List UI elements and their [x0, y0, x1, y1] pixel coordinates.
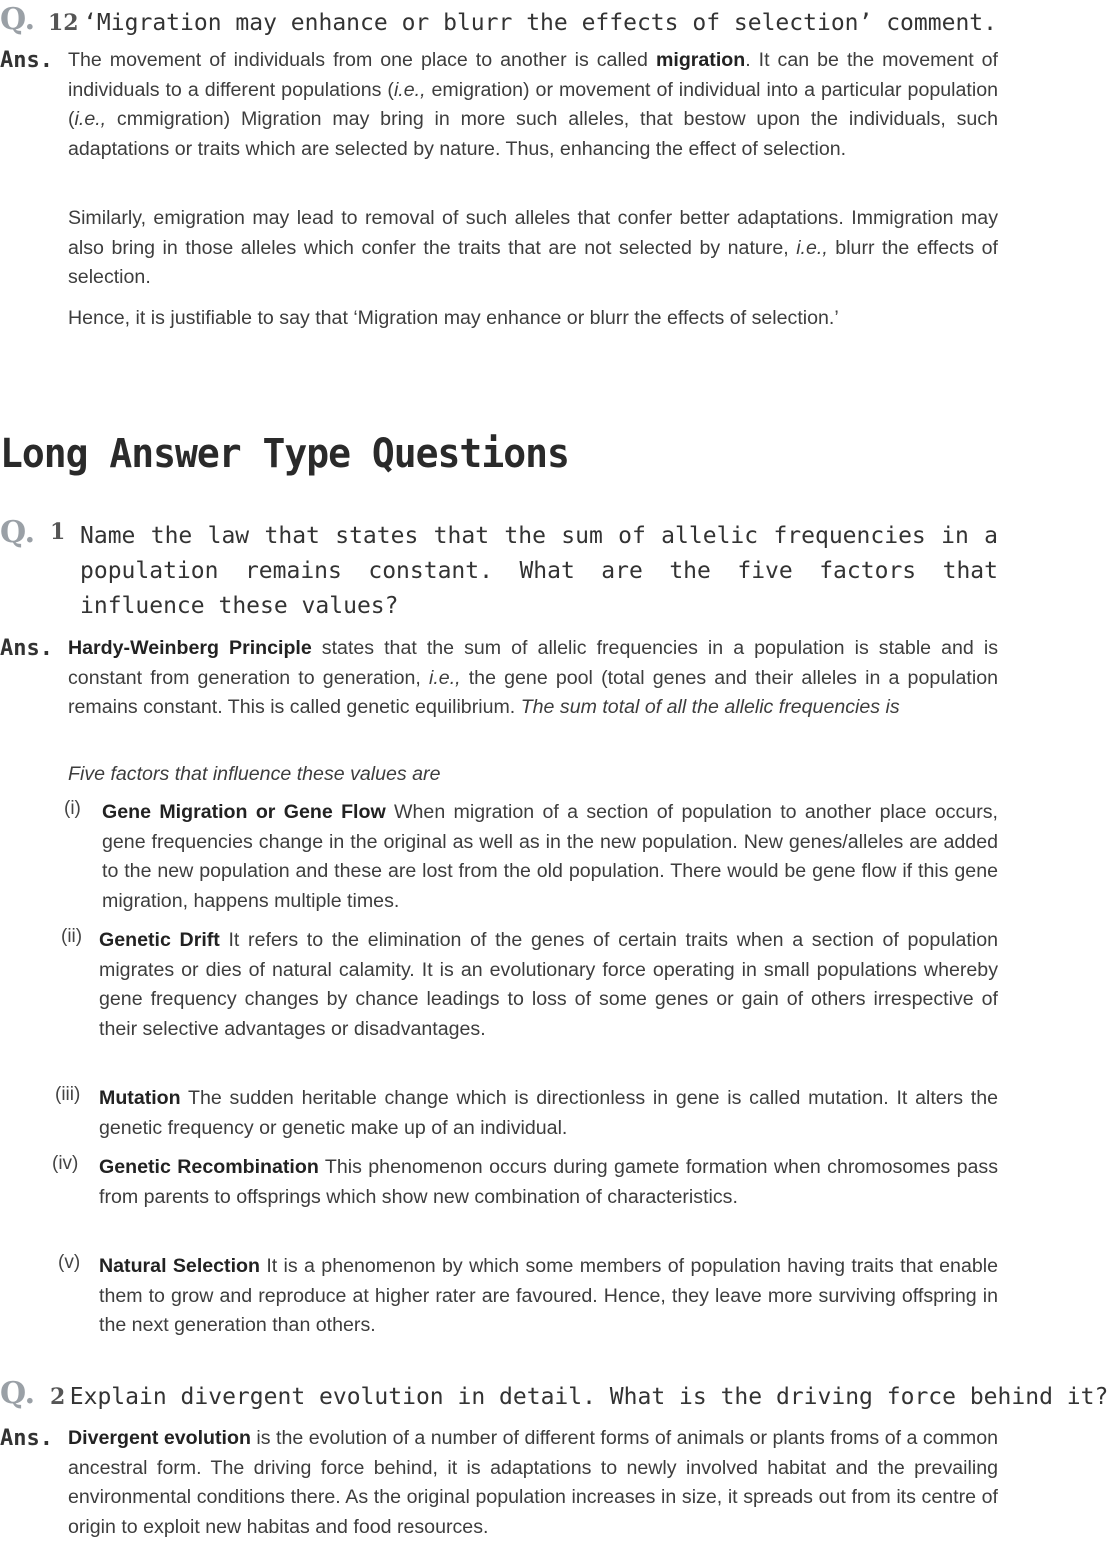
- question-number: 12: [48, 10, 79, 36]
- answer-label: Ans.: [0, 48, 53, 73]
- question-number: 1: [50, 519, 66, 545]
- question-number: 2: [50, 1384, 66, 1410]
- question-text: Name the law that states that the sum of allelic frequencies in a population remains constant. What are the five factors that influence these values?: [80, 523, 998, 619]
- answer-paragraph: Similarly, emigration may lead to removal of such alleles that confer better adaptations. Immigration may also bring in those alleles which confer the traits that are not selected by nature, i.e., blurr the effects of selection.: [68, 207, 998, 289]
- answer-label: Ans.: [0, 636, 53, 661]
- question-text: ‘Migration may enhance or blurr the effects of selection’ comment.: [83, 10, 997, 36]
- answer-paragraph: The movement of individuals from one place to another is called migration. It can be the movement of individuals to a different populations (i.e., emigration) or movement of individual into a particular population (i.e., cmmigration) Migration may bring in more such alleles, that bestow upon the individuals, such adaptations or traits which are selected by nature. Thus, enhancing the effect of selection.: [68, 49, 998, 160]
- question-mark-label: Q.: [0, 1376, 36, 1411]
- term-hardy-weinberg: Hardy-Weinberg Principle: [68, 637, 312, 659]
- answer-label: Ans.: [0, 1426, 53, 1451]
- term-divergent-evolution: Divergent evolution: [68, 1427, 251, 1449]
- answer-paragraph: Hardy-Weinberg Principle states that the sum of allelic frequencies in a population is stable and is constant from generation to generation, i.e., the gene pool (total genes and their alleles in a population remains constant. This is called genetic equilibrium. The sum total of all the allelic frequencies is: [68, 637, 998, 719]
- answer-paragraph: Hence, it is justifiable to say that ‘Migration may enhance or blurr the effects of selection.’: [68, 307, 839, 329]
- question-mark-label: Q.: [0, 515, 36, 550]
- question-mark-label: Q.: [0, 2, 36, 37]
- section-heading: Long Answer Type Questions: [0, 430, 569, 477]
- term-migration: migration: [655, 49, 746, 71]
- answer-paragraph: Five factors that influence these values are: [68, 763, 441, 785]
- answer-paragraph: Divergent evolution is the evolution of a number of different forms of animals or plants froms of a common ancestral form. The driving force behind, it is adaptations to newly involved habitat and the prevailing environmental conditions there. As the original population increases in size, it spreads out from its centre of origin to exploit new habitas and food resources.: [68, 1427, 998, 1538]
- question-text: Explain divergent evolution in detail. What is the driving force behind it?: [69, 1384, 1108, 1410]
